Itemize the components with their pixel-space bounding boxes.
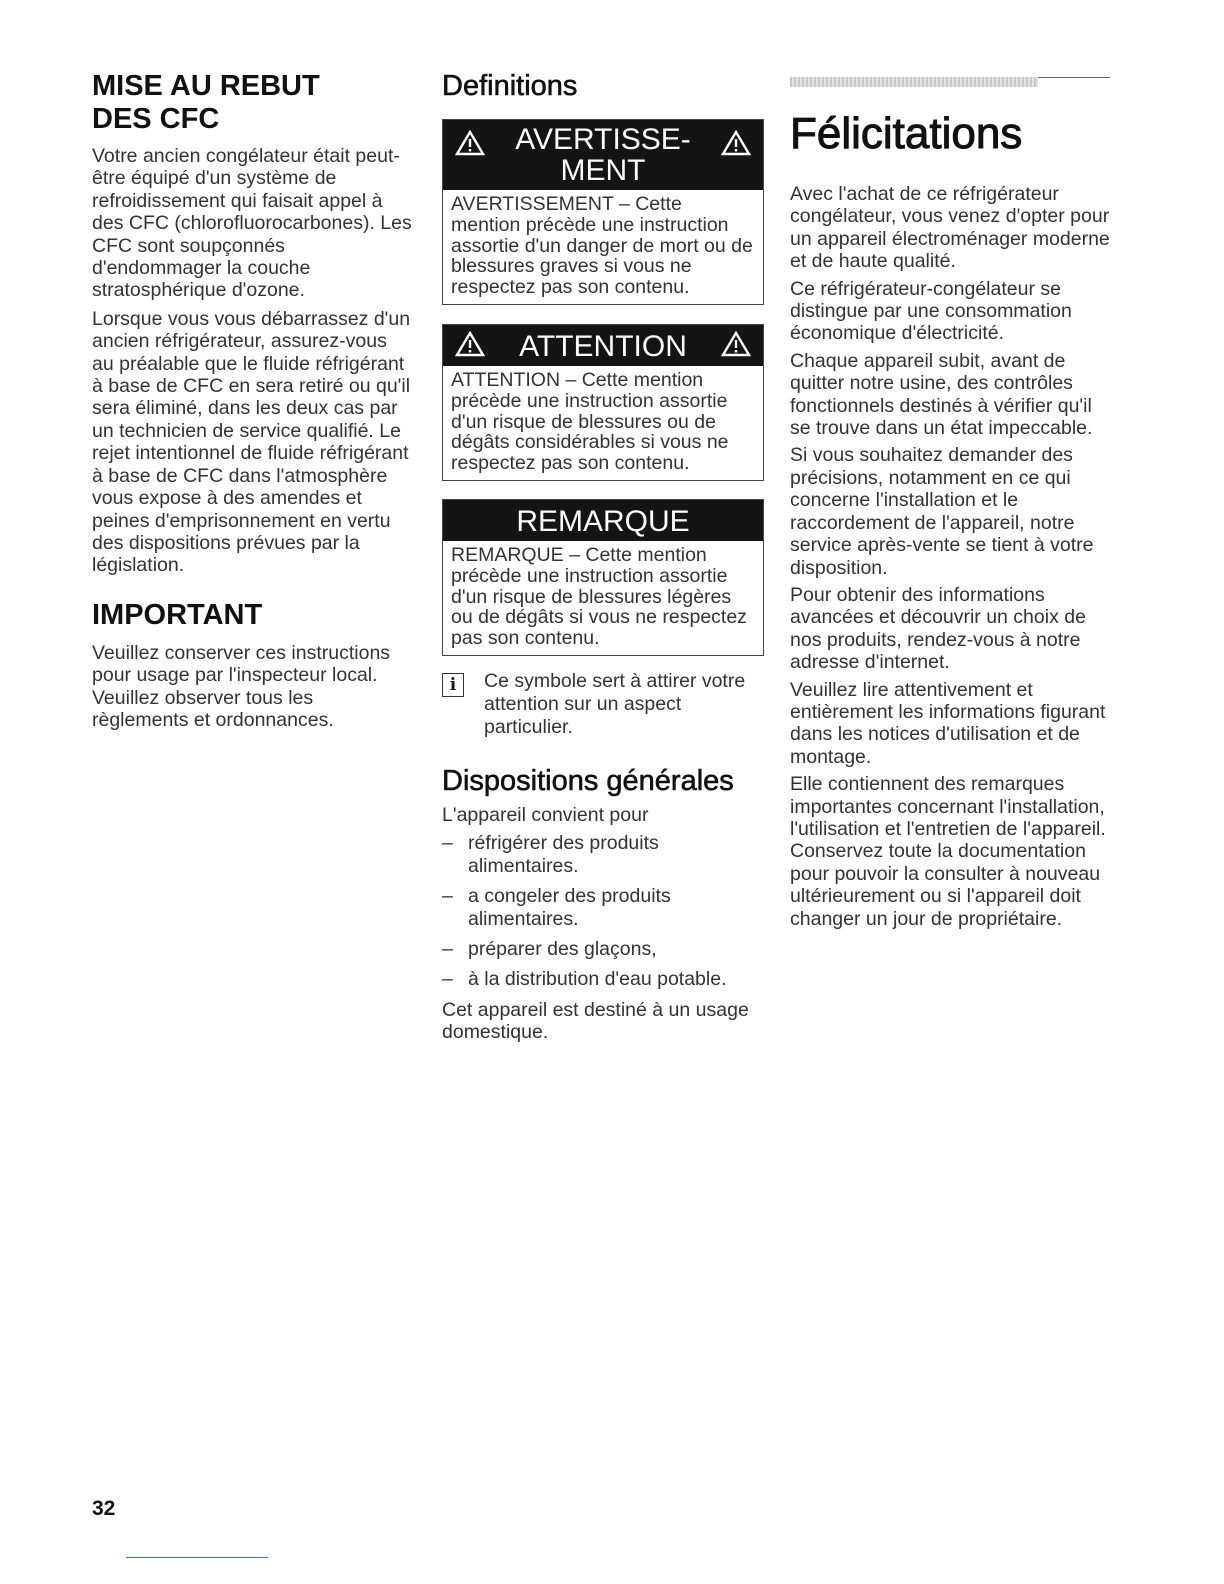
warning-title-line2: MENT <box>560 154 646 187</box>
dash: – <box>442 937 453 960</box>
cfc-heading-line1: MISE AU REBUT <box>92 70 320 102</box>
important-paragraph: Veuillez conserver ces instructions pour usage par l'inspecteur local. Veuillez observer tous les règlements et ordonnances. <box>92 641 391 731</box>
warning-body: AVERTISSEMENT – Cette mention précède une instruction assortie d'un danger de mort ou de blessures graves si vous ne respectez pas son contenu. <box>451 193 753 299</box>
right-column <box>790 76 1115 930</box>
warning-triangle-icon <box>455 331 485 357</box>
notice-header <box>443 500 763 541</box>
notice-body: REMARQUE – Cette mention précède une instruction assortie d'un risque de blessures légères ou de dégâts si vous ne respectez pas son contenu. <box>451 543 747 650</box>
middle-column <box>442 70 764 1044</box>
general-heading: Dispositions générales <box>442 764 734 797</box>
list-item <box>442 968 764 990</box>
list-item <box>442 885 764 930</box>
caution-box <box>442 324 764 481</box>
page-number: 32 <box>92 1497 116 1520</box>
caution-body: ATTENTION – Cette mention précède une instruction assortie d'un risque de blessures ou de dégâts considérables si vous ne respectez pas son contenu. <box>451 368 729 475</box>
warning-triangle-icon <box>721 331 751 357</box>
dash: – <box>442 885 453 908</box>
warning-header <box>443 120 763 190</box>
list-item-text: a congeler des produits alimentaires. <box>468 885 671 930</box>
felicitations-heading: Félicitations <box>790 109 1023 158</box>
important-heading: IMPORTANT <box>92 598 263 631</box>
rule-line <box>1038 77 1110 78</box>
cfc-heading-line2: DES CFC <box>92 103 220 135</box>
list-item <box>442 832 764 877</box>
top-rule <box>790 76 1115 88</box>
warning-title-line1: AVERTISSE- <box>515 123 691 156</box>
general-outro: Cet appareil est destiné à un usage domestique. <box>442 998 749 1044</box>
definitions-heading: Definitions <box>442 70 578 102</box>
warning-triangle-icon <box>455 130 485 156</box>
list-item-text: à la distribution d'eau potable. <box>468 968 727 991</box>
footer-line <box>126 1557 268 1558</box>
cfc-heading <box>92 70 412 136</box>
warning-triangle-icon <box>721 130 751 156</box>
list-item <box>442 938 764 960</box>
felicitations-paragraph: Pour obtenir des informations avancées et découvrir un choix de nos produits, rendez-vous à notre adresse d'internet. <box>790 583 1086 674</box>
left-column <box>92 70 412 731</box>
caution-header <box>443 325 763 366</box>
dash: – <box>442 968 453 991</box>
info-text: Ce symbole sert à attirer votre attention sur un aspect particulier. <box>484 669 746 738</box>
felicitations-paragraph: Si vous souhaitez demander des précisions, notamment en ce qui concerne l'installation et le raccordement de l'appareil, notre service après-vente se tient à votre disposition. <box>790 444 1094 579</box>
felicitations-paragraph: Chaque appareil subit, avant de quitter notre usine, des contrôles fonctionnels destinés à vérifier qu'il se trouve dans un état impeccable. <box>790 349 1093 440</box>
warning-box <box>442 119 764 305</box>
general-list <box>442 832 764 990</box>
felicitations-paragraphs <box>790 183 1115 930</box>
list-item-text: préparer des glaçons, <box>468 937 657 960</box>
felicitations-paragraph: Elle contiennent des remarques importantes concernant l'installation, l'utilisation et l'entretien de l'appareil. Conservez toute la documentation pour pouvoir la consulter à nouveau ultérieurement ou si l'appareil doit changer un jour de propriétaire. <box>790 773 1106 930</box>
cfc-paragraph-1: Votre ancien congélateur était peut-être équipé d'un système de refroidissement qui faisait appel à des CFC (chlorofluorocarbones). Les CFC sont soupçonnés d'endommager la couche stratosphérique d'ozone. <box>92 145 412 302</box>
felicitations-paragraph: Veuillez lire attentivement et entièrement les informations figurant dans les notices d'utilisation et de montage. <box>790 678 1106 768</box>
list-item-text: réfrigérer des produits alimentaires. <box>468 832 659 877</box>
felicitations-paragraph: Ce réfrigérateur-congélateur se distingue par une consommation économique d'électricité. <box>790 277 1072 345</box>
info-icon: i <box>442 673 464 697</box>
caution-title: ATTENTION <box>519 329 687 363</box>
felicitations-paragraph: Avec l'achat de ce réfrigérateur congélateur, vous venez d'opter pour un appareil électroménager moderne et de haute qualité. <box>790 183 1110 273</box>
general-intro: L'appareil convient pour <box>442 803 649 826</box>
notice-title: REMARQUE <box>516 504 690 538</box>
cfc-paragraph-2: Lorsque vous vous débarrassez d'un ancien réfrigérateur, assurez-vous au préalable que le fluide réfrigérant à base de CFC en sera retiré ou qu'il sera éliminé, dans les deux cas par un technicien de service qualifié. Le rejet intentionnel de fluide réfrigérant à base de CFC dans l'atmosphère vous expose à des amendes et peines d'emprisonnement en vertu des dispositions prévues par la législation. <box>92 307 411 577</box>
rule-shaded-bar <box>790 77 1038 87</box>
info-note <box>442 670 764 739</box>
dash: – <box>442 832 453 855</box>
notice-box <box>442 499 764 656</box>
